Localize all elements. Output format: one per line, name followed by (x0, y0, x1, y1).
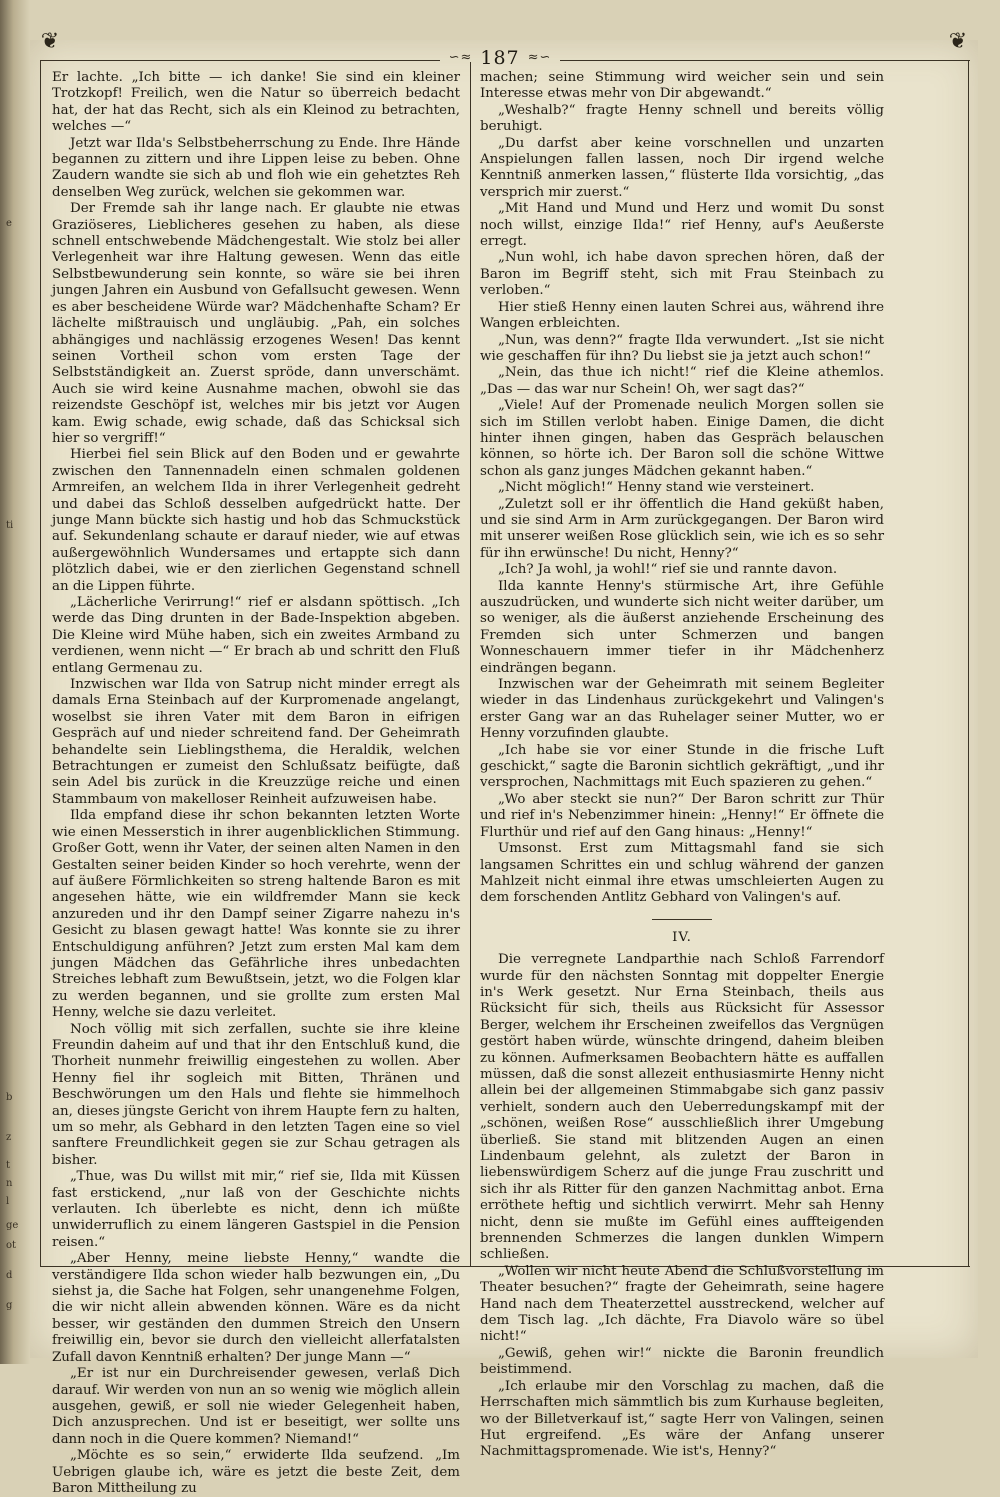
paragraph: Inzwischen war der Geheimrath mit seinem Begleiter wieder in das Lindenhaus zurückgekehrt und Valingen's erster Gang war an das Ruhelager seiner Mutter, wo er Henny vorzufinden glaubte. (480, 677, 884, 742)
section-divider (652, 919, 712, 920)
edge-fragment: e (6, 218, 12, 229)
frame-right-rule (968, 60, 969, 1266)
paragraph: „Möchte es so sein,“ erwiderte Ilda seufzend. „Im Uebrigen glaube ich, wäre es jetzt die beste Zeit, dem Baron Mittheilung zu (52, 1448, 460, 1496)
paragraph: „Nun wohl, ich habe davon sprechen hören, daß der Baron im Begriff steht, sich mit Frau Steinbach zu verloben.“ (480, 250, 884, 299)
page-number: 187 (480, 47, 520, 69)
paragraph: Ilda empfand diese ihr schon bekannten letzten Worte wie einen Messerstich in ihrer augenblicklichen Stimmung. Großer Gott, wenn ihr Vater, der seinen alten Namen in den Gestalten seiner beiden Kinder so hoch verehrte, wenn der auf äußere Förmlichkeiten so streng haltende Baron es mit angesehen hätte, wie ein wildfremder Mann sie keck anzureden und ihr den Dampf seiner Zigarre nahezu in's Gesicht zu blasen gewagt hatte! Was konnte sie zu ihrer Entschuldigung anführen? Jetzt zum ersten Mal kam dem jungen Mädchen das Gefährliche ihres unbedachten Streiches lebhaft zum Bewußtsein, jetzt, wo die Folgen klar zu werden begannen, und sie grollte zum ersten Mal Henny, welche sie dazu verleitet. (52, 808, 460, 1021)
frame-left-rule (40, 60, 41, 1266)
paragraph: „Du darfst aber keine vorschnellen und unzarten Anspielungen fallen lassen, noch Dir irgend welche Kenntniß anmerken lassen,“ flüsterte Ilda vorsichtig, „das versprich mir zuerst.“ (480, 135, 884, 200)
edge-fragment: g (6, 1300, 13, 1311)
paragraph: „Nun, was denn?“ fragte Ilda verwundert. „Ist sie nicht wie geschaffen für ihn? Du liebst sie ja jetzt auch schon!“ (480, 332, 884, 364)
edge-fragment: t (6, 1160, 11, 1171)
paragraph: machen; seine Stimmung wird weicher sein und sein Interesse etwas mehr von Dir abgewandt.“ (480, 70, 884, 102)
paragraph: „Ich? Ja wohl, ja wohl!“ rief sie und rannte davon. (498, 562, 838, 578)
text-column-right (480, 70, 884, 1461)
edge-fragment: b (6, 1092, 13, 1103)
paragraph: „Wollen wir nicht heute Abend die Schlußvorstellung im Theater besuchen?“ fragte der Geheimrath, seine hagere Hand nach dem Theaterzettel ausstreckend, welcher auf dem Tisch lag. „Ich dächte, Fra Diavolo wäre so übel nicht!“ (480, 1263, 884, 1345)
chapter-heading: IV. (672, 929, 692, 945)
paragraph: „Weshalb?“ fragte Henny schnell und bereits völlig beruhigt. (480, 102, 884, 135)
header-ornament-left: ∽≈ (448, 50, 473, 65)
corner-ornament-left: ❦ (40, 29, 60, 54)
paragraph: Hierbei fiel sein Blick auf den Boden und er gewahrte zwischen den Tannennadeln einen schmalen goldenen Armreifen, an welchem Ilda in ihrer Verlegenheit gedreht und dabei das Schloß desselben aufgedrückt hatte. Der junge Mann bückte sich hastig und hob das Schmuckstück auf. Sekundenlang schaute er darauf nieder, wie auf etwas außergewöhnlich Wundersames und ertappte sich dann plötzlich dabei, wie er den zierlichen Gegenstand schnell an die Lippen führte. (52, 447, 460, 594)
paragraph: „Mit Hand und Mund und Herz und womit Du sonst noch willst, einzige Ilda!“ rief Henny, auf's Aeußerste erregt. (480, 201, 884, 250)
paragraph: Jetzt war Ilda's Selbstbeherrschung zu Ende. Ihre Hände begannen zu zittern und ihre Lippen leise zu beben. Ohne Zaudern wandte sie sich ab und floh wie ein gehetztes Reh denselben Weg zurück, welchen sie gekommen war. (52, 135, 460, 200)
edge-fragment: d (6, 1270, 13, 1281)
paragraph: „Zuletzt soll er ihr öffentlich die Hand geküßt haben, und sie sind Arm in Arm zurückgegangen. Der Baron wird mit unserer weißen Rose glücklich sein, wie ich es so sehr für ihn erwünsche! Du nicht, Henny?“ (480, 496, 884, 561)
corner-ornament-right: ❦ (948, 29, 968, 54)
paragraph: „Nicht möglich!“ Henny stand wie versteinert. (498, 480, 815, 496)
paragraph: Noch völlig mit sich zerfallen, suchte sie ihre kleine Freundin daheim auf und that ihr den Entschluß kund, die Thorheit nunmehr freiwillig eingestehen zu wollen. Aber Henny fiel ihr sogleich mit Bitten, Thränen und Beschwörungen um den Hals und flehte sie himmelhoch an, dieses jüngste Gericht von ihrem Haupte fern zu halten, um so mehr, als Gebhard in den letzten Tagen eine so viel sanftere Freundlichkeit gegen sie zur Schau getragen als bisher. (52, 1021, 460, 1168)
paragraph: Inzwischen war Ilda von Satrup nicht minder erregt als damals Erna Steinbach auf der Kurpromenade angelangt, woselbst sie ihren Vater mit dem Baron in eifrigen Gespräch auf und nieder schreitend fand. Der Geheimrath behandelte sein Lieblingsthema, die Heraldik, welchen Betrachtungen er zumeist den Schlußsatz beifügte, daß sein Adel bis zurück in die Kreuzzüge reiche und einen Stammbaum von makelloser Reinheit aufzuweisen habe. (52, 677, 460, 807)
paragraph: „Nein, das thue ich nicht!“ rief die Kleine athemlos. „Das — das war nur Schein! Oh, wer sagt das?“ (480, 365, 884, 397)
paragraph: Umsonst. Erst zum Mittagsmahl fand sie sich langsamen Schrittes ein und schlug während der ganzen Mahlzeit nicht einmal ihre etwas umschleierten Augen zu dem forschenden Antlitz Gebhard von Valingen's auf. (480, 841, 884, 906)
paragraph: Hier stieß Henny einen lauten Schrei aus, während ihre Wangen erbleichten. (480, 299, 884, 332)
header-ornament-right: ≈∽ (527, 50, 552, 65)
column-divider (470, 62, 471, 1266)
paragraph: „Ich habe sie vor einer Stunde in die frische Luft geschickt,“ sagte die Baronin sichtlich gekräftigt, „und ihr versprochen, Nachmittags mit Euch spazieren zu gehen.“ (480, 742, 884, 791)
paragraph: „Er ist nur ein Durchreisender gewesen, verlaß Dich darauf. Wir werden von nun an so wenig wie möglich allein ausgehen, gewiß, er soll nie wieder Gelegenheit haben, Dich anzusprechen. Und ist er beseitigt, wer sollte uns dann noch in die Quere kommen? Niemand!“ (52, 1366, 460, 1447)
paragraph: „Wo aber steckt sie nun?“ Der Baron schritt zur Thür und rief in's Nebenzimmer hinein: „Henny!“ Er öffnete die Flurthür und rief auf den Gang hinaus: „Henny!“ (480, 791, 884, 840)
paragraph: „Lächerliche Verirrung!“ rief er alsdann spöttisch. „Ich werde das Ding drunten in der Bade-Inspektion abgeben. Die Kleine wird Mühe haben, sich ein zweites Armband zu verdienen, wenn nicht —“ Er brach ab und schritt den Fluß entlang Germenau zu. (52, 595, 460, 676)
edge-fragment: n (6, 1178, 13, 1189)
paragraph: „Thue, was Du willst mit mir,“ rief sie, Ilda mit Küssen fast erstickend, „nur laß von der Geschichte nichts verlauten. Ich überlebte es nicht, denn ich müßte unwiderruflich zu einem längeren Gastspiel in die Pension reisen.“ (52, 1169, 460, 1250)
paragraph: „Ich erlaube mir den Vorschlag zu machen, daß die Herrschaften mich sämmtlich bis zum Kurhause begleiten, wo der Billetverkauf ist,“ sagte Herr von Valingen, seinen Hut ergreifend. „Es wäre der Anfang unserer Nachmittagspromenade. Wie ist's, Henny?“ (480, 1378, 884, 1460)
paragraph: „Viele! Auf der Promenade neulich Morgen sollen sie sich im Stillen verlobt haben. Einige Damen, die dicht hinter ihnen gingen, haben das Gespräch belauschen können, so hörte ich. Der Baron soll die schöne Wittwe schon als ganz junges Mädchen gekannt haben.“ (480, 398, 884, 479)
binding-edge (0, 0, 30, 1364)
edge-fragment: ti (6, 520, 14, 531)
edge-fragment: ge (6, 1220, 19, 1231)
paragraph: Ilda kannte Henny's stürmische Art, ihre Gefühle auszudrücken, und wunderte sich nicht weiter darüber, um so weniger, als die äußerst anziehende Erscheinung des Fremden sich unter Schmerzen und bangen Wonneschauern immer tiefer in ihr Mädchenherz eindrängen begann. (480, 578, 884, 676)
edge-fragment: ot (6, 1240, 17, 1251)
paragraph: Er lachte. „Ich bitte — ich danke! Sie sind ein kleiner Trotzkopf! Freilich, wen die Natur so überreich bedacht hat, der hat das Recht, sich als ein Kleinod zu betrachten, welches —“ (52, 70, 460, 135)
edge-fragment: z (6, 1132, 12, 1143)
paragraph: „Gewiß, gehen wir!“ nickte die Baronin freundlich beistimmend. (480, 1345, 884, 1378)
edge-fragment: l (6, 1196, 10, 1207)
paragraph: „Aber Henny, meine liebste Henny,“ wandte die verständigere Ilda schon wieder halb bezwungen ein, „Du siehst ja, die Sache hat Folgen, sehr unangenehme Folgen, die wir nicht allein abwenden können. Wäre es da nicht besser, wir geständen den dummen Streich den Unsern freiwillig ein, bevor sie durch den vielleicht allerfatalsten Zufall davon Kenntniß erhalten? Der junge Mann —“ (52, 1251, 460, 1365)
text-column-left (52, 70, 460, 1497)
paragraph: Die verregnete Landparthie nach Schloß Farrendorf wurde für den nächsten Sonntag mit doppelter Energie in's Werk gesetzt. Nur Erna Steinbach, theils aus Rücksicht für sich, theils aus Rücksicht für Assessor Berger, welchem ihr Erscheinen zweifellos das Vergnügen gestört haben würde, wünschte dringend, daheim bleiben zu können. Aufmerksamen Beobachtern hätte es auffallen müssen, daß die sonst allezeit enthusiasmirte Henny nicht allein bei der allgemeinen Stimmabgabe sich ganz passiv verhielt, sondern auch den Ueberredungskampf mit der „schönen, weißen Rose“ ausschließlich ihrer Umgebung überließ. Sie stand mit blitzenden Augen an einen Lindenbaum gelehnt, als zuletzt der Baron in liebenswürdigem Scherz auf die junge Frau zuschritt und sich ihr als Ritter für den ganzen Nachmittag anbot. Erna erröthete heftig und sichtlich verwirrt. Mehr sah Henny nicht, denn sie mußte im Gefühl eines auffteigenden brennenden Schmerzes die langen dunklen Wimpern schließen. (480, 952, 884, 1263)
page-header (0, 47, 1000, 69)
paragraph: Der Fremde sah ihr lange nach. Er glaubte nie etwas Graziöseres, Lieblicheres gesehen zu haben, als diese schnell entschwebende Mädchengestalt. Wie stolz bei aller Verlegenheit war ihre Haltung gewesen. Wenn das eitle Selbstbewunderung sein konnte, so wäre sie bei ihren jungen Jahren ein Ausbund von Gefallsucht gewesen. Wenn es aber bescheidene Würde war? Mädchenhafte Scham? Er lächelte mißtrauisch und ungläubig. „Pah, ein solches abhängiges und nachlässig erzogenes Wesen! Das kennt seinen Vortheil schon vom ersten Tage der Selbstständigkeit an. Zuerst spröde, dann unverschämt. Auch sie wird keine Ausnahme machen, obwohl sie das reizendste Geschöpf ist, welches mir bis jetzt vor Augen kam. Ewig schade, ewig schade, daß das Schicksal sich hier so vergriff!“ (52, 201, 460, 446)
